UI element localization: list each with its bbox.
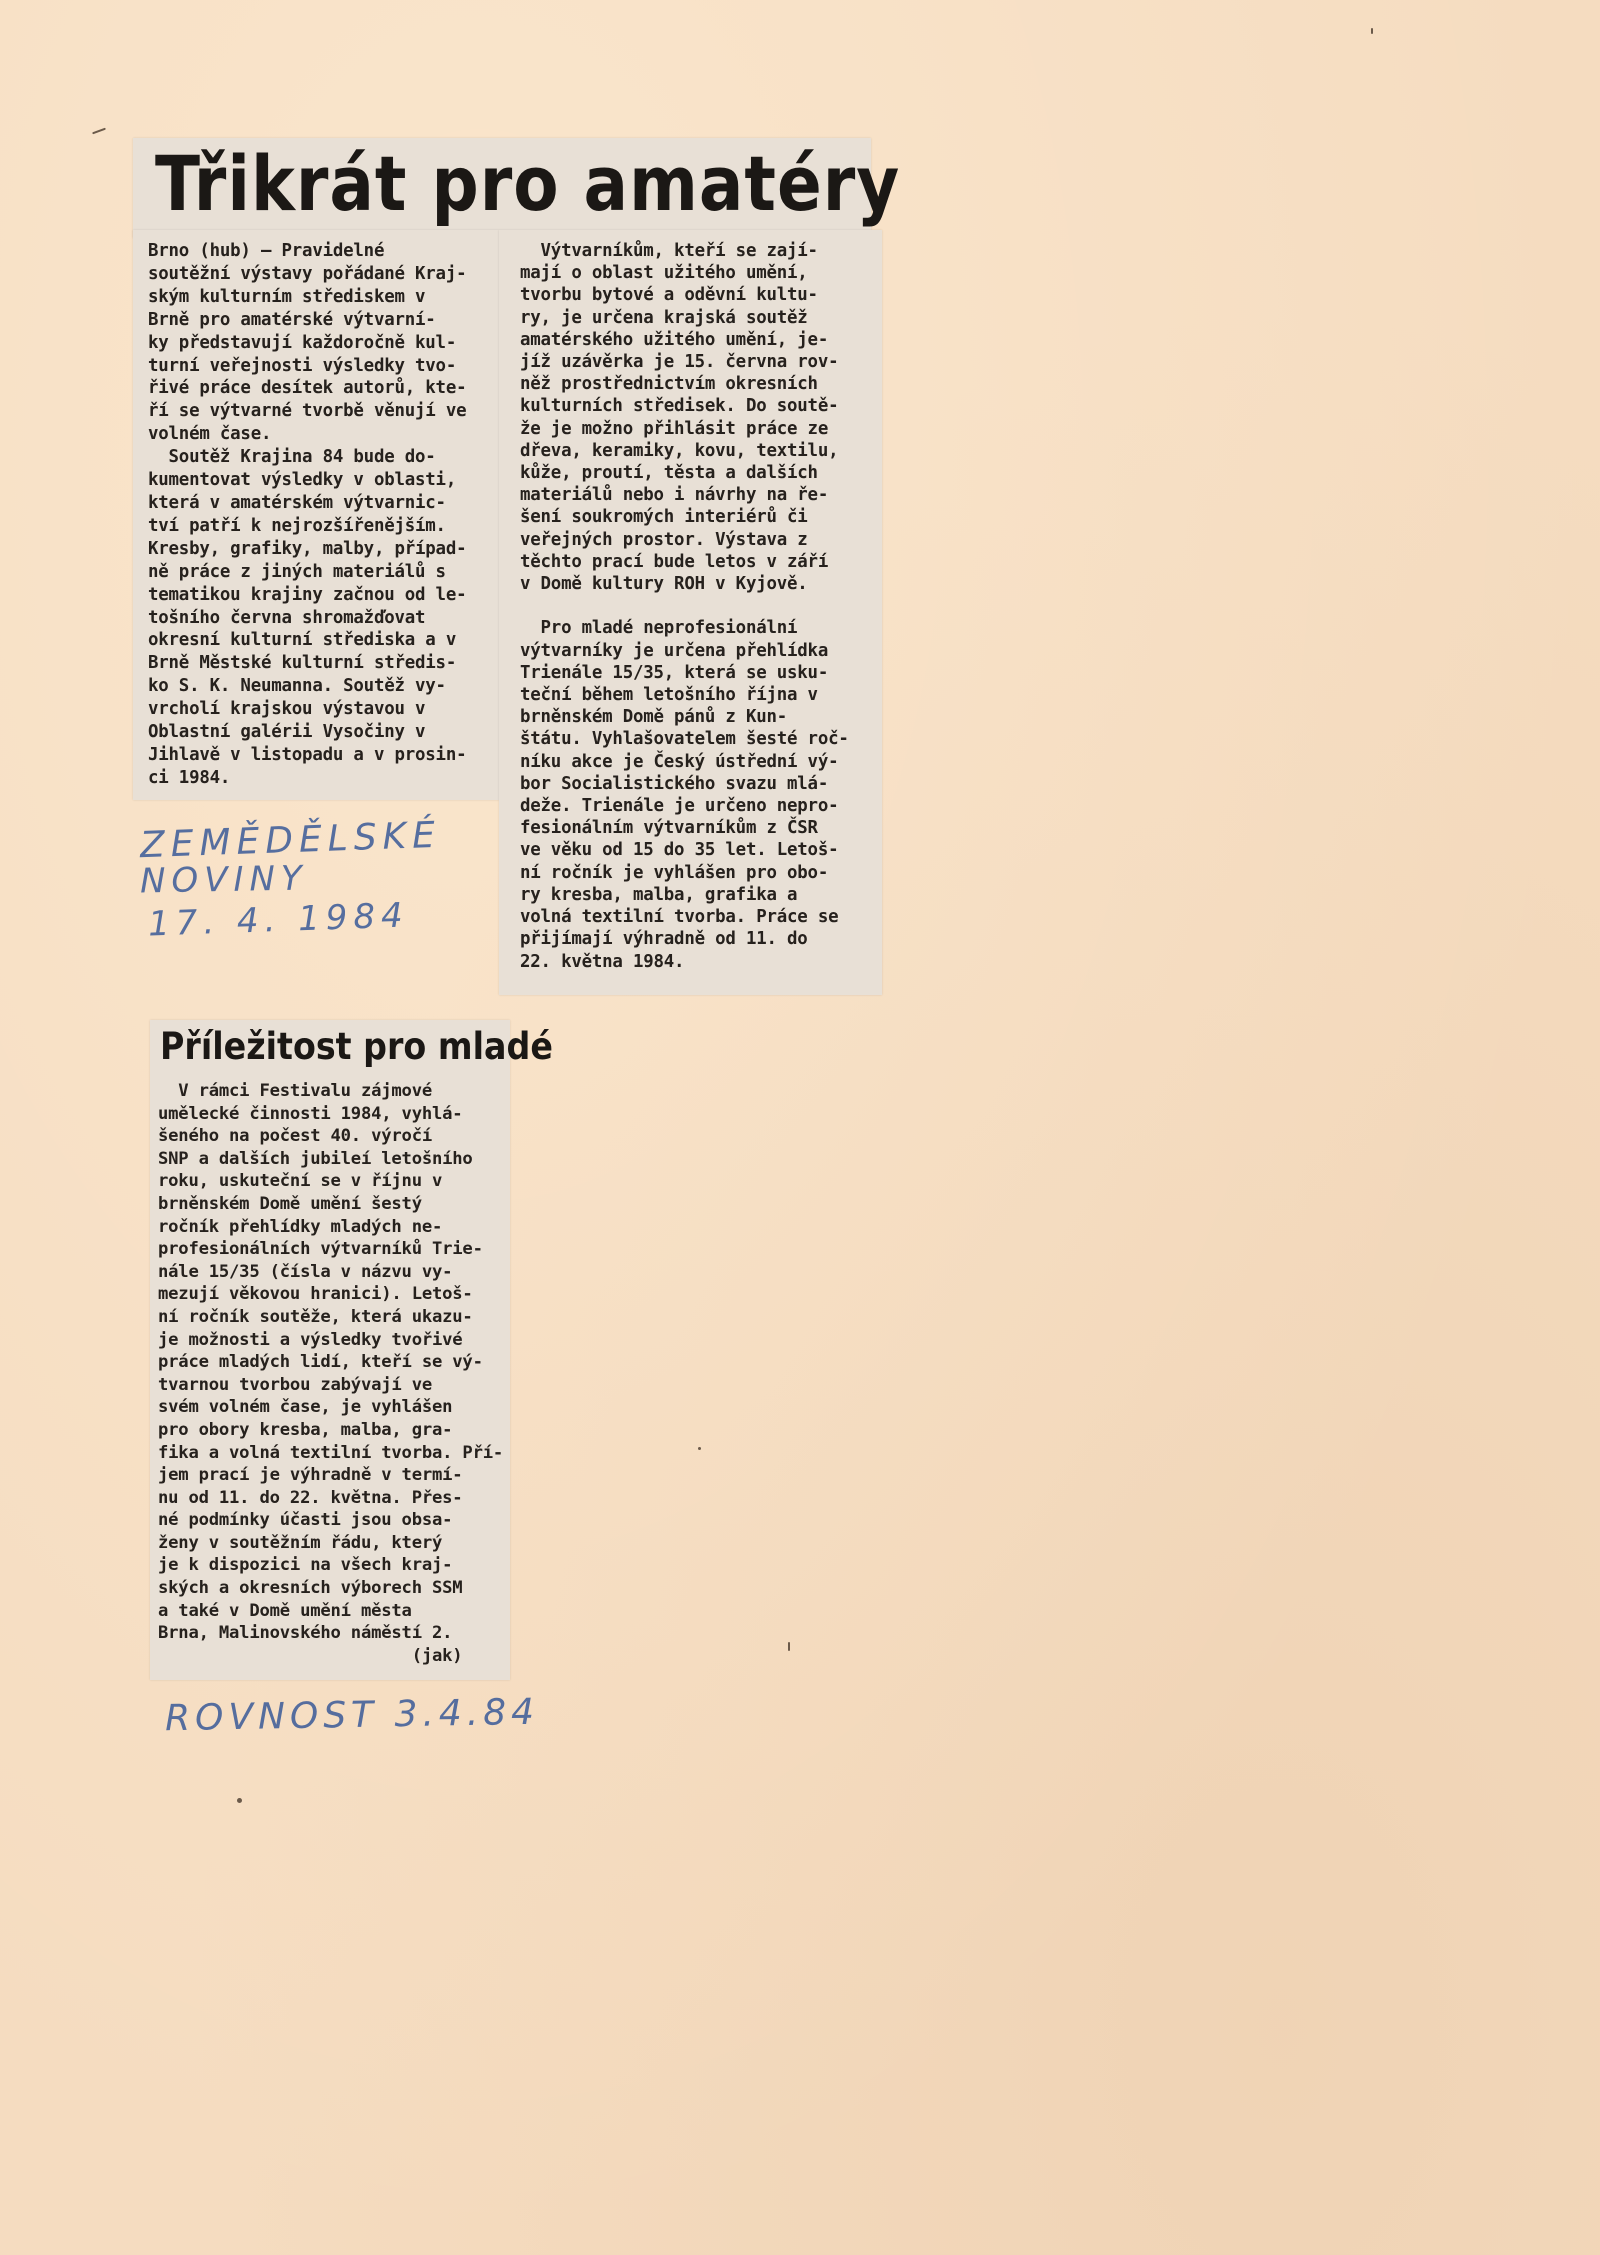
clipping-1-column-left: Brno (hub) — Pravidelné soutěžní výstavy pořádané Kraj- ským kulturním střediskem v Brně pro amatérské výtvarní- ky představují každoročně kul- turní veřejnosti výsledky tvo- řivé práce desítek autorů, kte- ří se výtvarné tvorbě věnují ve volném čase. Soutěž Krajina 84 bude do- kumentovat výsledky v oblasti, která v amatérském výtvarnic- tví patří k nejrozšířenějším. Kresby, grafiky, malby, případ- ně práce z jiných materiálů s tematikou krajiny začnou od le- tošního června shromažďovat okresní kulturní střediska a v Brně Městské kulturní středis- ko S. K. Neumanna. Soutěž vy- vrcholí krajskou výstavou v Oblastní galérii Vysočiny v Jihlavě v listopadu a v prosin- ci 1984. [148, 241, 467, 788]
handwritten-newspaper-name-line2: NOVINY [139, 858, 309, 902]
clipping-2-column: V rámci Festivalu zájmové umělecké činnosti 1984, vyhlá- šeného na počest 40. výročí SNP a dalších jubileí letošního roku, uskuteční se v říjnu v brněnském Domě umění šestý ročník přehlídky mladých ne- profesionálních výtvarníků Trie- nále 15/35 (čísla v názvu vy- mezují věkovou hranici). Letoš- ní ročník soutěže, která ukazu- je možnosti a výsledky tvořivé práce mladých lidí, kteří se vý- tvarnou tvorbou zabývají ve svém volném čase, je vyhlášen pro obory kresba, malba, gra- fika a volná textilní tvorba. Pří- jem prací je výhradně v termí- nu od 11. do 22. května. Přes- né podmínky účasti jsou obsa- ženy v soutěžním řádu, který je k dispozici na všech kraj- ských a okresních výborech SSM a také v Domě umění města Brna, Malinovského náměstí 2. (jak) [158, 1081, 504, 1666]
paper-speck [698, 1447, 701, 1450]
handwritten-date: 17. 4. 1984 [147, 895, 410, 945]
paper-speck [1371, 28, 1373, 34]
clipping-2-headline: Příležitost pro mladé [160, 1025, 553, 1068]
clipping-1-column-right: Výtvarníkům, kteří se zají- mají o oblast užitého umění, tvorbu bytové a oděvní kultu- ry, je určena krajská soutěž amatérského užitého umění, je- jíž uzávěrka je 15. června rov- něž prostřednictvím okresních kulturních středisek. Do soutě- že je možno přihlásit práce ze dřeva, keramiky, kovu, textilu, kůže, proutí, těsta a dalších materiálů nebo i návrhy na ře- šení soukromých interiérů či veřejných prostor. Výstava z těchto prací bude letos v září v Domě kultury ROH v Kyjově. Pro mladé neprofesionální výtvarníky je určena přehlídka Trienále 15/35, která se usku- teční během letošního října v brněnském Domě pánů z Kun- štátu. Vyhlašovatelem šesté roč- níku akce je Český ústřední vý- bor Socialistického svazu mlá- deže. Trienále je určeno nepro- fesionálním výtvarníkům z ČSR ve věku od 15 do 35 let. Letoš- ní ročník je vyhlášen pro obo- ry kresba, malba, grafika a volná textilní tvorba. Práce se přijímají výhradně od 11. do 22. května 1984. [520, 241, 849, 972]
handwritten-newspaper-name: ZEMĚDĚLSKÉ [139, 814, 442, 867]
clipping-1-headline: Třikrát pro amatéry [155, 140, 901, 229]
paper-speck [237, 1798, 242, 1803]
paper-speck [92, 128, 106, 135]
paper-speck [788, 1642, 790, 1651]
clipping-2-handwritten-note: ROVNOST 3.4.84 [164, 1691, 540, 1740]
